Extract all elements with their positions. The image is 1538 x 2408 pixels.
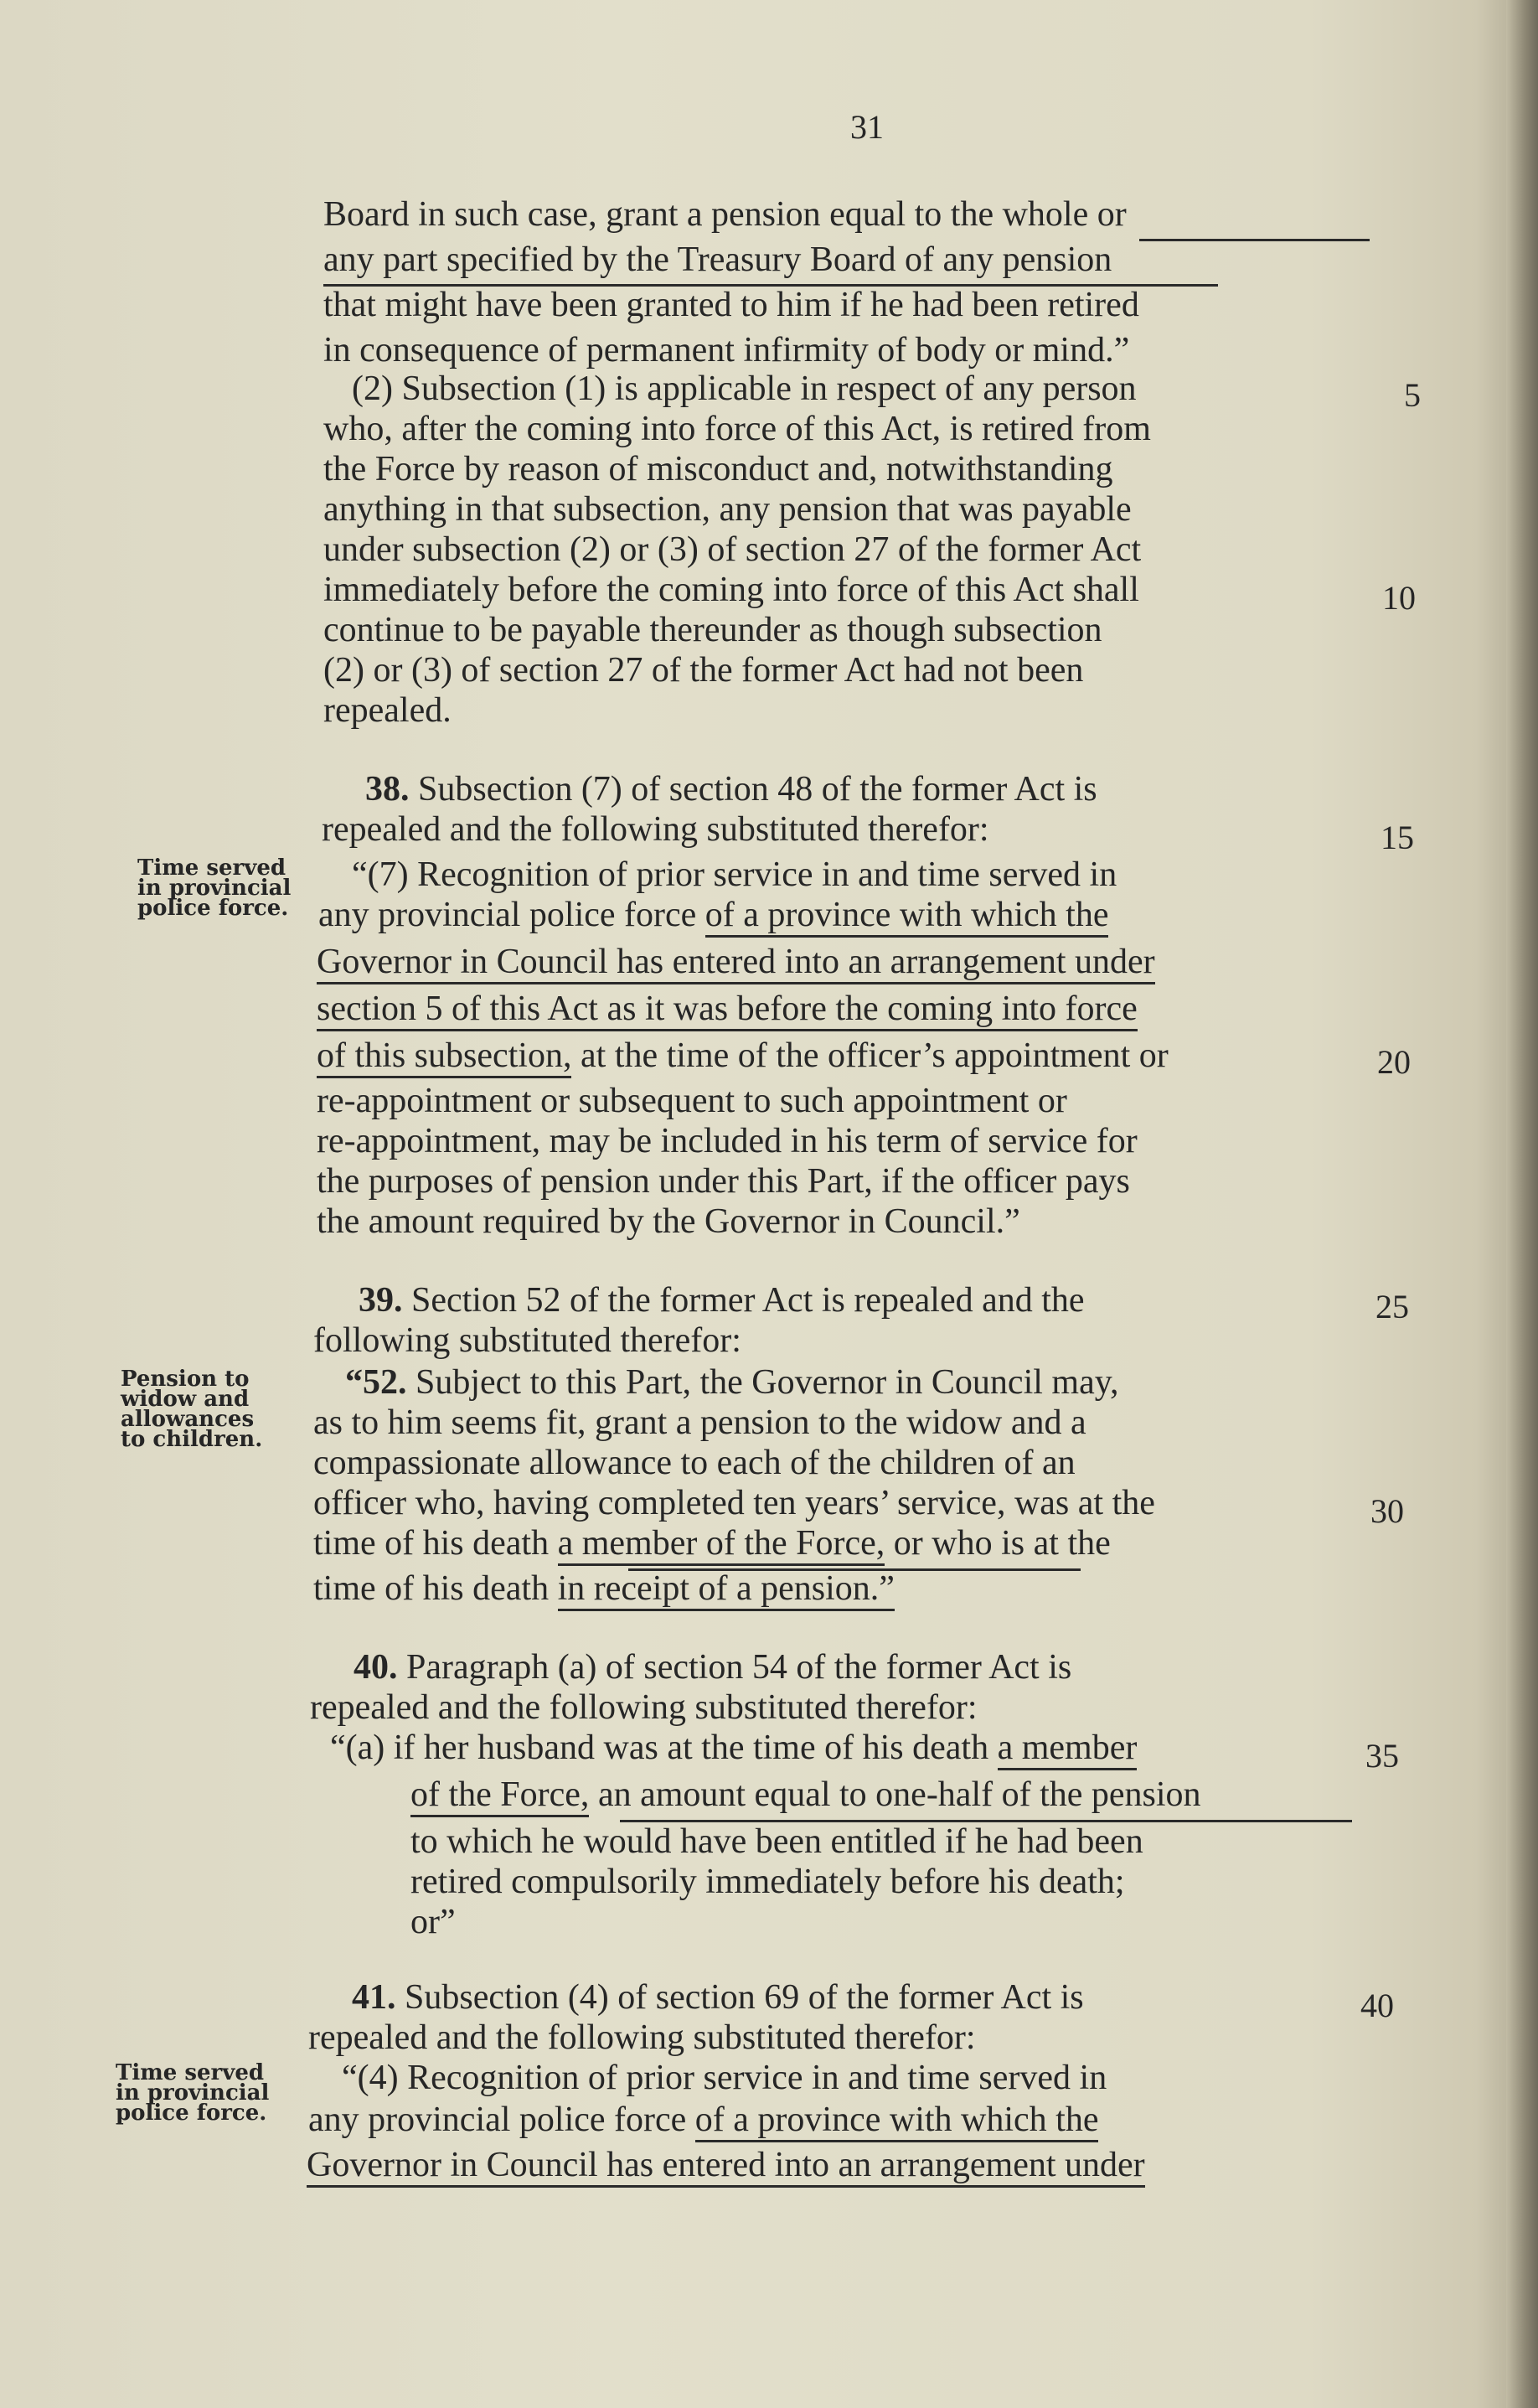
- text-span: time of his death: [313, 1524, 558, 1563]
- text-line: [313, 1523, 1111, 1563]
- text-line: immediately before the coming into force of this Act shall: [323, 571, 1139, 609]
- text-line: (2) or (3) of section 27 of the former Act had not been: [323, 651, 1084, 690]
- text-line: re-appointment, may be included in his term of service for: [317, 1122, 1138, 1160]
- text-line: “(4) Recognition of prior service in and time served in: [342, 2059, 1107, 2097]
- underlined-amendment: in receipt of a pension.”: [558, 1569, 895, 1611]
- section-number: “52.: [345, 1363, 407, 1402]
- margin-note-line: police force.: [137, 896, 289, 921]
- underlined-amendment: of the Force,: [410, 1775, 589, 1817]
- line-number: 25: [1375, 1288, 1409, 1325]
- section-39-line: [359, 1280, 1085, 1320]
- text-line: (2) Subsection (1) is applicable in respect of any person: [352, 369, 1137, 408]
- text-span: Subsection (4) of section 69 of the former Act is: [405, 1978, 1084, 2017]
- underlined-amendment: Governor in Council has entered into an arrangement under: [317, 943, 1155, 984]
- text-line: [317, 1036, 1169, 1076]
- margin-note-s38: [137, 855, 292, 921]
- text-line: that might have been granted to him if he had been retired: [323, 286, 1139, 324]
- text-span: Paragraph (a) of section 54 of the former Act is: [406, 1648, 1072, 1687]
- text-line: “(7) Recognition of prior service in and time served in: [352, 855, 1117, 894]
- text-span: any provincial police force: [308, 2101, 695, 2139]
- section-38-line: [365, 769, 1097, 809]
- margin-note-line: allowances: [121, 1407, 255, 1432]
- section-41-line: [352, 1977, 1084, 2018]
- text-line: retired compulsorily immediately before his death;: [410, 1863, 1125, 1901]
- text-line: Board in such case, grant a pension equal to the whole or: [323, 195, 1127, 234]
- amendment-rule: [1139, 239, 1370, 241]
- margin-note-line: in provincial: [116, 2080, 270, 2106]
- section-number: 41.: [352, 1978, 396, 2017]
- underlined-amendment: of a province with which the: [695, 2101, 1099, 2142]
- text-line: as to him seems fit, grant a pension to the widow and a: [313, 1403, 1086, 1442]
- section-number: 38.: [365, 770, 410, 809]
- text-line: repealed and the following substituted therefor:: [322, 810, 989, 849]
- book-spine-shadow: [1506, 0, 1538, 2408]
- text-line: who, after the coming into force of this Act, is retired from: [323, 410, 1151, 448]
- underlined-amendment: a member: [998, 1728, 1138, 1770]
- text-line: in consequence of permanent infirmity of body or mind.”: [323, 331, 1130, 369]
- text-line: under subsection (2) or (3) of section 27 of the former Act: [323, 530, 1142, 569]
- text-line: the purposes of pension under this Part, if the officer pays: [317, 1162, 1130, 1201]
- text-line: repealed and the following substituted therefor:: [308, 2018, 976, 2057]
- section-number: 40.: [354, 1648, 398, 1687]
- section-number: 39.: [359, 1281, 403, 1320]
- line-number: 30: [1370, 1492, 1404, 1530]
- underlined-amendment: section 5 of this Act as it was before the coming into force: [317, 990, 1138, 1031]
- margin-note-line: Time served: [137, 855, 286, 881]
- line-number: 5: [1404, 376, 1421, 414]
- underlined-amendment: of a province with which the: [705, 896, 1109, 938]
- text-line: the amount required by the Governor in Council.”: [317, 1202, 1020, 1241]
- text-line: compassionate allowance to each of the children of an: [313, 1444, 1076, 1482]
- line-number: 20: [1377, 1043, 1411, 1081]
- text-span: at the time of the officer’s appointment or: [571, 1036, 1169, 1075]
- text-line: [410, 1775, 1201, 1815]
- text-line: [308, 2100, 1098, 2140]
- text-span: Subsection (7) of section 48 of the former Act is: [418, 770, 1097, 809]
- line-number: 40: [1360, 1987, 1394, 2024]
- text-line: [307, 2145, 1145, 2185]
- text-line: repealed and the following substituted therefor:: [310, 1688, 978, 1727]
- text-line: [318, 895, 1108, 935]
- line-number: 10: [1382, 579, 1416, 617]
- text-line: any part specified by the Treasury Board of any pension: [323, 240, 1112, 279]
- text-span: Subject to this Part, the Governor in Council may,: [415, 1363, 1119, 1402]
- margin-note-s39: [121, 1367, 263, 1452]
- text-line: [345, 1362, 1119, 1403]
- margin-note-line: Time served: [116, 2060, 265, 2085]
- text-line: to which he would have been entitled if he had been: [410, 1822, 1143, 1861]
- text-line: repealed.: [323, 691, 452, 730]
- margin-note-line: in provincial: [137, 876, 292, 901]
- page-number: 31: [850, 108, 884, 146]
- text-line: anything in that subsection, any pension that was payable: [323, 490, 1132, 529]
- text-line: re-appointment or subsequent to such appointment or: [317, 1082, 1067, 1120]
- underlined-amendment: of this subsection,: [317, 1036, 571, 1078]
- text-line: [317, 989, 1138, 1029]
- line-number: 35: [1365, 1737, 1399, 1775]
- text-line: continue to be payable thereunder as though subsection: [323, 611, 1102, 649]
- text-line: [330, 1728, 1137, 1768]
- line-number: 15: [1381, 819, 1414, 856]
- text-span: time of his death: [313, 1569, 558, 1608]
- section-40-line: [354, 1647, 1071, 1687]
- text-span: “(a) if her husband was at the time of his death: [330, 1728, 998, 1767]
- margin-note-line: Pension to: [121, 1367, 250, 1392]
- margin-note-line: police force.: [116, 2101, 267, 2126]
- text-span: or who is at the: [885, 1524, 1111, 1563]
- text-span: an amount equal to one-half of the pension: [589, 1775, 1201, 1814]
- text-line: officer who, having completed ten years’ service, was at the: [313, 1484, 1155, 1522]
- margin-note-s41: [116, 2060, 270, 2126]
- text-line: [317, 942, 1155, 982]
- underlined-amendment: a member of the Force,: [558, 1524, 885, 1566]
- text-span: Section 52 of the former Act is repealed and the: [411, 1281, 1085, 1320]
- margin-note-line: to children.: [121, 1427, 263, 1452]
- text-line: or”: [410, 1903, 456, 1941]
- text-span: any provincial police force: [318, 896, 705, 934]
- text-line: [313, 1568, 895, 1609]
- underlined-amendment: Governor in Council has entered into an arrangement under: [307, 2146, 1145, 2188]
- text-line: the Force by reason of misconduct and, notwithstanding: [323, 450, 1113, 488]
- text-line: following substituted therefor:: [313, 1321, 741, 1360]
- margin-note-line: widow and: [121, 1387, 250, 1412]
